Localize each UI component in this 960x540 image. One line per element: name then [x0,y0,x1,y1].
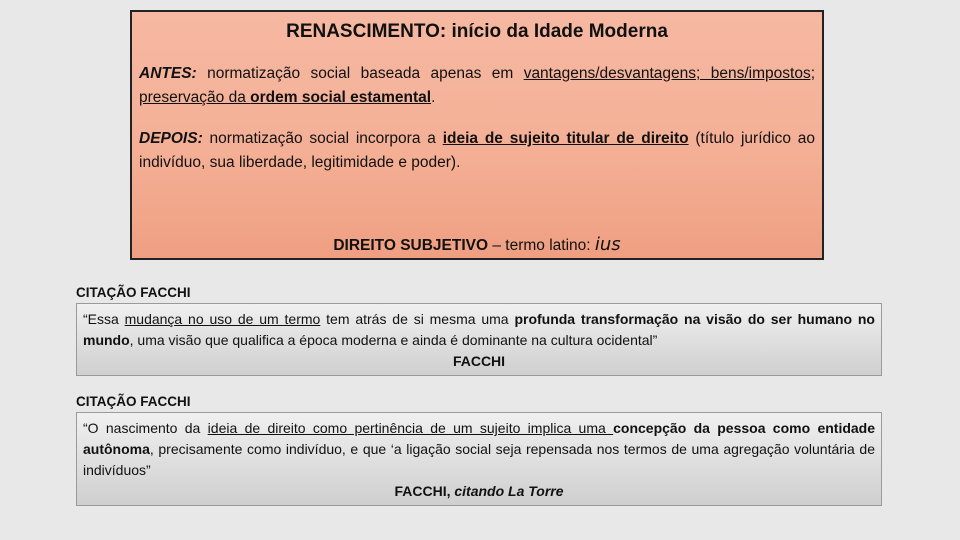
depois-paragraph [139,127,815,175]
depois-label: DEPOIS: [139,130,203,147]
citation-2-text [83,418,875,481]
citation-2-label: CITAÇÃO FACCHI [76,394,191,409]
antes-underlined: vantagens/desvantagens; bens/impostos; preservação da [139,65,816,106]
citation-2-box [76,412,882,506]
citation-1-label: CITAÇÃO FACCHI [76,285,191,300]
citation-1-underlined: mudança no uso de um termo [124,311,321,327]
ius-term: ius [594,234,621,255]
citation-2-bold: concepção da pessoa como entidade autônoma [83,420,876,457]
depois-text: normatização social incorpora a [202,130,443,147]
citation-2-author-source: citando La Torre [454,483,564,499]
citation-1-author: FACCHI [452,353,506,369]
direito-subjetivo-line [132,234,822,255]
citation-2-text-2: , precisamente como indivíduo, e que ‘a ligação social seja repensada nos termos de uma agregação voluntária de indivíduos” [83,441,875,478]
citation-1-text-1: tem atrás de si mesma uma [320,311,515,327]
direito-subjetivo-bold: DIREITO SUBJETIVO [333,237,489,254]
antes-end: . [431,89,436,106]
box-title: RENASCIMENTO: início da Idade Moderna [286,21,668,42]
citation-1-bold: profunda transformação na visão do ser humano no mundo [83,311,875,348]
renascimento-box [130,10,824,260]
citation-2-open: “O nascimento da [83,420,208,436]
antes-paragraph [139,62,815,110]
citation-1-box [76,303,882,376]
direito-subjetivo-text: – termo latino: [488,237,595,254]
depois-bold-underlined: ideia de sujeito titular de direito [442,130,689,147]
depois-text-2: (título jurídico ao indivíduo, sua liberdade, legitimidade e poder). [139,130,815,171]
citation-1-open: “Essa [83,311,125,327]
antes-text: normatização social baseada apenas em [196,65,524,82]
citation-1-text [83,309,875,351]
citation-2-author-name: FACCHI, [394,483,455,499]
antes-bold-underlined: ordem social estamental [250,89,432,106]
antes-label: ANTES: [139,65,197,82]
citation-2-author [83,481,875,502]
citation-1-text-2: , uma visão que qualifica a época moderna e ainda é dominante na cultura ocidental” [129,332,658,348]
citation-2-underlined: ideia de direito como pertinência de um sujeito implica uma [207,420,614,436]
